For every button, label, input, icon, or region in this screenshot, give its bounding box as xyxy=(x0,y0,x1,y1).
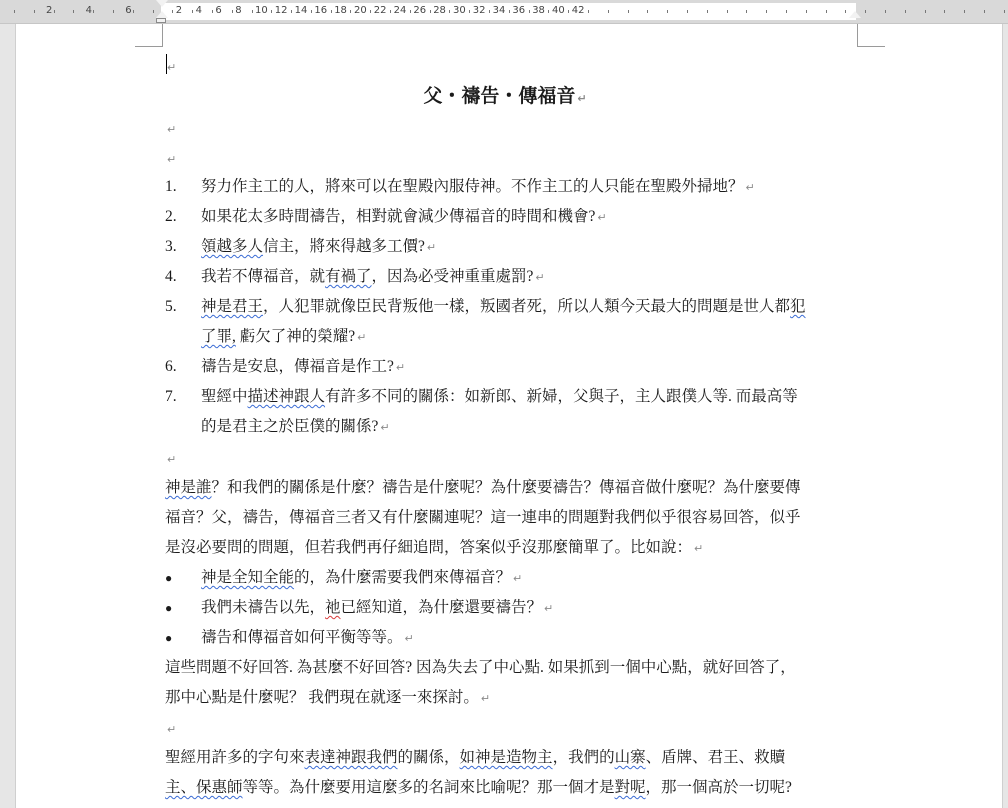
list-item[interactable]: 6. 禱告是安息，傳福音是作工? ↵ xyxy=(165,358,406,375)
right-indent-marker[interactable] xyxy=(849,11,861,18)
ruler-number: 6 xyxy=(125,5,132,16)
ruler-tick xyxy=(667,10,668,13)
ruler-tick xyxy=(865,10,866,13)
bullet-icon: ● xyxy=(165,601,173,615)
ruler-tick xyxy=(984,10,985,13)
horizontal-ruler[interactable] xyxy=(0,0,1008,24)
grammar-flag[interactable]: 山寨 xyxy=(614,749,646,766)
grammar-flag[interactable]: 主、保惠師 xyxy=(165,779,243,796)
bullet-icon: ● xyxy=(165,631,173,645)
ruler-tick xyxy=(390,10,391,13)
bullet-item[interactable]: ● 我們未禱告以先，祂已經知道，為什麼還要禱告？ ↵ xyxy=(165,593,865,623)
list-item[interactable]: 7. 聖經中描述神跟人有許多不同的關係：如新郎、新婦，父與子，主人跟僕人等. 而最高等 xyxy=(165,388,798,405)
body-paragraph-line[interactable]: 是沒必要問的問題，但若我們再仔細追問，答案似乎沒那麼簡單了。比如說： ↵ xyxy=(165,539,704,556)
ruler-tick xyxy=(925,10,926,13)
empty-paragraph[interactable]: ↵ xyxy=(167,453,177,466)
ruler-number: 12 xyxy=(274,5,288,16)
ruler-tick xyxy=(370,10,371,13)
ruler-tick xyxy=(449,10,450,13)
ruler-tick xyxy=(430,10,431,13)
ruler-tick xyxy=(687,10,688,13)
body-paragraph-line[interactable]: 這些問題不好回答. 為甚麼不好回答? 因為失去了中心點. 如果抓到一個中心點，就好回答了， xyxy=(165,659,796,676)
empty-paragraph[interactable] xyxy=(165,52,865,82)
ruler-number: 28 xyxy=(433,5,446,16)
ruler-tick xyxy=(628,10,629,13)
ruler-tick xyxy=(826,10,827,13)
ruler-number: 24 xyxy=(393,5,407,16)
ruler-tick xyxy=(489,10,490,13)
ruler-tick xyxy=(291,10,292,13)
ruler-tick xyxy=(786,10,787,13)
ruler-number: 32 xyxy=(472,5,486,16)
body-paragraph-line[interactable]: 主、保惠師等等。為什麼要用這麼多的名詞來比喻呢？那一個才是對呢，那一個高於一切呢? xyxy=(165,779,792,796)
grammar-flag[interactable]: 如神是造物主 xyxy=(459,749,553,766)
ruler-number: 22 xyxy=(373,5,387,16)
ruler-tick xyxy=(766,10,767,13)
ruler-tick xyxy=(608,10,609,13)
ruler-tick xyxy=(331,10,332,13)
document-page[interactable] xyxy=(15,24,1003,808)
ruler-tick xyxy=(509,10,510,13)
grammar-flag[interactable]: 領越多人 xyxy=(201,238,264,255)
ruler-tick xyxy=(845,10,846,13)
ruler-number: 40 xyxy=(552,5,565,16)
first-line-indent-marker[interactable] xyxy=(156,0,168,7)
ruler-tick xyxy=(271,10,272,13)
ruler-tick xyxy=(172,10,173,13)
ruler-number: 16 xyxy=(314,5,328,16)
grammar-flag[interactable]: 有禍了 xyxy=(325,268,372,285)
body-paragraph-line[interactable]: 聖經用許多的字句來表達神跟我們的關係，如神是造物主，我們的山寨、盾牌、君王、救贖 xyxy=(165,749,786,766)
ruler-tick xyxy=(944,10,945,13)
ruler-tick xyxy=(806,10,807,13)
ruler-number: 2 xyxy=(46,5,53,16)
grammar-flag[interactable]: 表達神跟我們 xyxy=(304,749,398,766)
grammar-flag[interactable]: 對呢 xyxy=(614,779,646,796)
ruler-number: 4 xyxy=(195,5,202,16)
grammar-flag[interactable]: 犯 xyxy=(790,298,806,315)
ruler-tick xyxy=(410,10,411,13)
hanging-indent-marker[interactable] xyxy=(156,11,168,18)
list-item-continuation[interactable]: 的是君主之於臣僕的關係? ↵ xyxy=(201,418,390,435)
paragraph-mark: ↵ xyxy=(167,61,177,74)
ruler-tick xyxy=(212,10,213,13)
ruler-number: 6 xyxy=(215,5,222,16)
ruler-number: 20 xyxy=(354,5,367,16)
body-paragraph-line[interactable]: 神是誰？和我們的關係是什麼？禱告是什麼呢？為什麼要禱告？傳福音做什麼呢？為什麼要傳 xyxy=(165,479,801,496)
ruler-number: 8 xyxy=(235,5,242,16)
document-title[interactable]: 父・禱告・傳福音 ↵ xyxy=(423,86,587,107)
empty-paragraph[interactable]: ↵ xyxy=(167,123,177,136)
ruler-tick xyxy=(885,10,886,13)
body-paragraph-line[interactable]: 那中心點是什麼呢？ 我們現在就逐一來探討。 ↵ xyxy=(165,689,491,706)
list-item[interactable]: 3. 領越多人信主，將來得越多工價? ↵ xyxy=(165,238,437,255)
ruler-tick xyxy=(113,10,114,13)
ruler-number: 42 xyxy=(571,5,585,16)
ruler-number: 2 xyxy=(175,5,183,16)
ruler-tick xyxy=(746,10,747,13)
left-indent-marker[interactable] xyxy=(156,18,166,23)
ruler-tick xyxy=(568,10,569,13)
ruler-tick xyxy=(54,10,55,13)
empty-paragraph[interactable]: ↵ xyxy=(167,153,177,166)
ruler-tick xyxy=(34,10,35,13)
ruler-tick xyxy=(192,10,193,13)
ruler-number: 36 xyxy=(512,5,526,16)
ruler-tick xyxy=(133,10,134,13)
ruler-number: 10 xyxy=(255,5,268,16)
ruler-tick xyxy=(14,10,15,13)
ruler-tick xyxy=(232,10,233,13)
crop-mark-top-right-h xyxy=(857,46,885,47)
ruler-tick xyxy=(73,10,74,13)
ruler-tick xyxy=(707,10,708,13)
grammar-flag[interactable]: 神是君王 xyxy=(201,298,264,315)
ruler-number: 4 xyxy=(85,5,92,16)
ruler-number: 30 xyxy=(453,5,466,16)
ruler-tick xyxy=(588,10,589,13)
grammar-flag[interactable]: 神是誰 xyxy=(165,479,212,496)
ruler-tick xyxy=(469,10,470,13)
list-item-continuation[interactable]: 了罪, 虧欠了神的榮耀? ↵ xyxy=(201,328,367,345)
crop-mark-top-left-h xyxy=(135,46,163,47)
ruler-number: 38 xyxy=(532,5,545,16)
crop-mark-top-left-v xyxy=(162,24,163,47)
bullet-icon: ● xyxy=(165,571,173,585)
ruler-tick xyxy=(548,10,549,13)
list-item[interactable]: 4. 我若不傳福音，就有禍了，因為必受神重重處罰? ↵ xyxy=(165,268,545,285)
bullet-item[interactable]: ● 禱告和傳福音如何平衡等等。 ↵ xyxy=(165,623,865,653)
ruler-number: 18 xyxy=(334,5,347,16)
body-paragraph-line[interactable]: 福音？父，禱告，傳福音三者又有什麼關連呢？這一連串的問題對我們似乎很容易回答，似乎 xyxy=(165,509,801,526)
grammar-flag[interactable]: 神是全知全能 xyxy=(201,569,295,586)
grammar-flag[interactable]: 描述神跟人 xyxy=(247,388,326,405)
ruler-tick xyxy=(1004,10,1005,13)
ruler-tick xyxy=(350,10,351,13)
ruler-tick xyxy=(905,10,906,13)
ruler-tick xyxy=(964,10,965,13)
ruler-tick xyxy=(647,10,648,13)
ruler-number: 34 xyxy=(492,5,506,16)
ruler-tick xyxy=(252,10,253,13)
spelling-flag[interactable]: 祂 xyxy=(325,599,341,616)
list-item[interactable]: 5. 神是君王，人犯罪就像臣民背叛他一樣，叛國者死，所以人類今天最大的問題是世人都犯 xyxy=(165,298,806,315)
ruler-number: 26 xyxy=(413,5,427,16)
bullet-item[interactable]: ● 神是全知全能的，為什麼需要我們來傳福音？ ↵ xyxy=(165,563,865,593)
ruler-number: 14 xyxy=(294,5,308,16)
crop-mark-top-right-v xyxy=(857,24,858,47)
list-item[interactable]: 2. 如果花太多時間禱告，相對就會減少傳福音的時間和機會? ↵ xyxy=(165,208,607,225)
grammar-flag[interactable]: 了罪, xyxy=(201,328,236,345)
empty-paragraph[interactable]: ↵ xyxy=(167,723,177,736)
list-item[interactable]: 1. 努力作主工的人，將來可以在聖殿內服侍神。不作主工的人只能在聖殿外掃地？ ↵ xyxy=(165,178,755,195)
ruler-tick xyxy=(727,10,728,13)
ruler-tick xyxy=(529,10,530,13)
ruler-tick xyxy=(153,10,154,13)
ruler-tick xyxy=(93,10,94,13)
ruler-tick xyxy=(311,10,312,13)
